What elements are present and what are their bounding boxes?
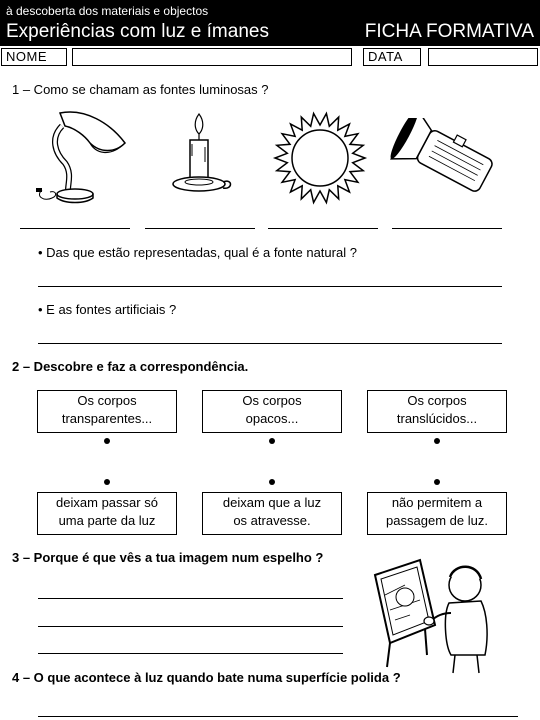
concept-box-opaque: Os corpos opacos... [202,390,342,433]
question-4-title: 4 – O que acontece à luz quando bate numa superfície polida ? [12,670,401,685]
candle-drawing [165,112,235,197]
answer-line-1a[interactable] [38,286,502,287]
sun-drawing [272,110,368,206]
question-2-title: 2 – Descobre e faz a correspondência. [12,359,249,374]
name-label: NOME [1,48,67,66]
property-box-2: deixam que a luz os atravesse. [202,492,342,535]
answer-line-1b[interactable] [38,343,502,344]
flashlight-drawing [390,118,500,198]
answer-line-lamp[interactable] [20,228,130,229]
concept-box-transparent: Os corpos transparentes... [37,390,177,433]
answer-line-candle[interactable] [145,228,255,229]
question-3-title: 3 – Porque é que vês a tua imagem num espelho ? [12,550,324,565]
match-dot-bottom-2[interactable] [269,479,275,485]
question-1-title: 1 – Como se chamam as fontes luminosas ? [12,82,269,97]
property-box-3: não permitem a passagem de luz. [367,492,507,535]
answer-line-flashlight[interactable] [392,228,502,229]
match-dot-bottom-3[interactable] [434,479,440,485]
answer-line-3a[interactable] [38,598,343,599]
header-subtitle: à descoberta dos materiais e objectos [6,4,209,18]
match-dot-top-1[interactable] [104,438,110,444]
child-mirror-drawing [365,555,495,675]
property-box-1: deixam passar só uma parte da luz [37,492,177,535]
answer-line-4a[interactable] [38,716,518,717]
name-field[interactable] [72,48,352,66]
question-1a: • Das que estão representadas, qual é a fonte natural ? [38,245,357,260]
answer-line-sun[interactable] [268,228,378,229]
match-dot-top-2[interactable] [269,438,275,444]
answer-line-3b[interactable] [38,626,343,627]
match-dot-top-3[interactable] [434,438,440,444]
match-dot-bottom-1[interactable] [104,479,110,485]
answer-line-3c[interactable] [38,653,343,654]
date-label: DATA [363,48,421,66]
question-1b: • E as fontes artificiais ? [38,302,177,317]
worksheet-title: Experiências com luz e ímanes [6,21,269,42]
lamp-drawing [30,108,140,208]
concept-box-translucent: Os corpos translúcidos... [367,390,507,433]
doc-type-label: FICHA FORMATIVA [364,21,534,42]
date-field[interactable] [428,48,538,66]
